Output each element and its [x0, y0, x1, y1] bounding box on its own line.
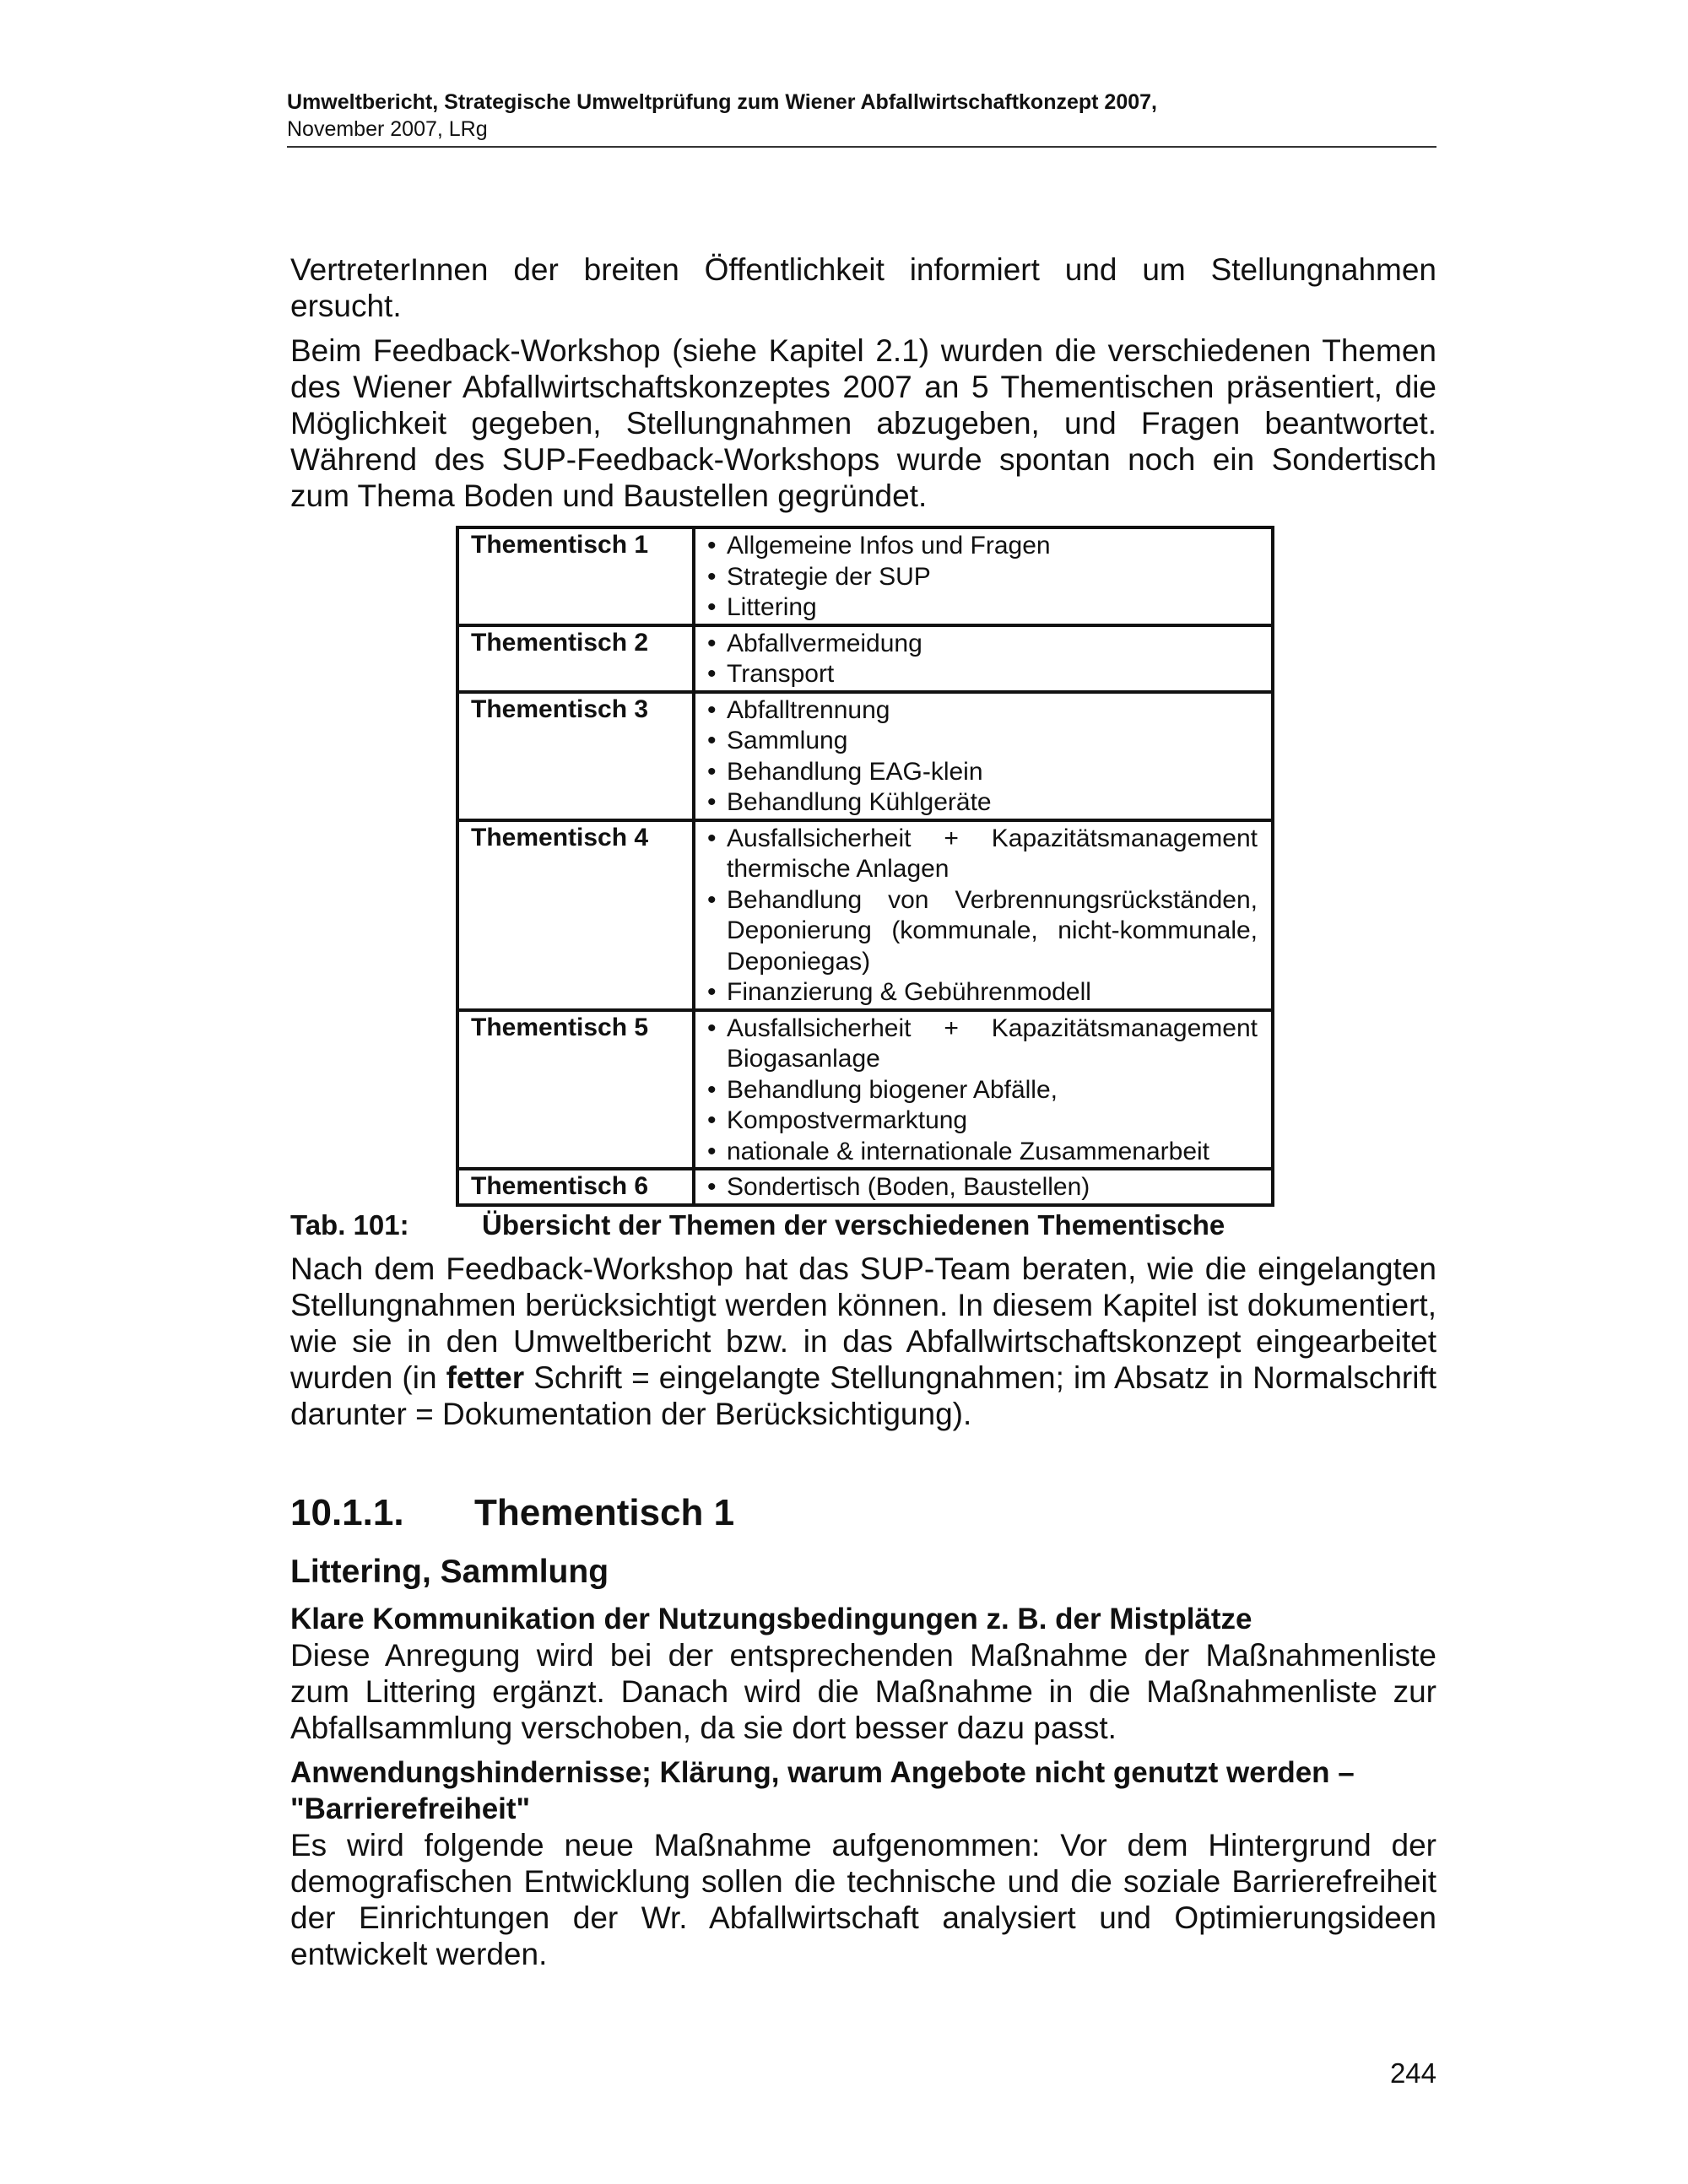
table-row — [457, 820, 1273, 1010]
feedback-text-1: Nach dem Feedback-Workshop hat das SUP-Team beraten, wie die eingelangten Stellungnahmen berücksichtigt werden können. In diesem Kapitel ist dokumentiert, wie sie in den Umweltbericht bzw. in das Abfallwirtschaftskonzept eingearbeitet wurden (in — [290, 1251, 1436, 1395]
thementisch-name: Thementisch 6 — [457, 1169, 694, 1205]
thementisch-topics — [694, 692, 1273, 820]
header-title: Umweltbericht, Strategische Umweltprüfung zum Wiener Abfallwirtschaftkonzept 2007, — [287, 90, 1157, 114]
section-number: 10.1.1. — [290, 1491, 404, 1533]
topic-item: • Sammlung — [707, 726, 1258, 757]
section-heading — [290, 1491, 1436, 1535]
topic-list — [707, 629, 1258, 690]
statement-1-text: Diese Anregung wird bei der entsprechenden Maßnahme der Maßnahmenliste zum Littering ergänzt. Danach wird die Maßnahme in die Maßnahmenliste zur Abfallsammlung verschoben, da sie dort besser dazu passt. — [290, 1637, 1436, 1745]
topic-item: • Ausfallsicherheit + Kapazitätsmanagement Biogasanlage — [707, 1014, 1258, 1075]
section-title: Thementisch 1 — [474, 1491, 735, 1533]
topic-item: • Transport — [707, 659, 1258, 690]
topic-item: • Abfallvermeidung — [707, 629, 1258, 660]
topic-item: • Allgemeine Infos und Fragen — [707, 531, 1258, 562]
intro-paragraph-line2: ersucht. — [290, 289, 402, 323]
table-caption — [290, 1208, 1436, 1242]
subsection-heading: Littering, Sammlung — [290, 1553, 609, 1590]
topic-list — [707, 1014, 1258, 1168]
topic-item: • Behandlung von Verbrennungsrückständen, Deponierung (kommunale, nicht-kommunale, Deponiegas) — [707, 885, 1258, 978]
topic-list — [707, 1172, 1258, 1203]
table-row — [457, 625, 1273, 692]
thementisch-name: Thementisch 5 — [457, 1010, 694, 1170]
topic-item: • nationale & internationale Zusammenarbeit — [707, 1137, 1258, 1168]
main-content — [290, 251, 1436, 1972]
table-row — [457, 527, 1273, 625]
statement-2-title: Anwendungshindernisse; Klärung, warum Angebote nicht genutzt werden – "Barrierefreiheit" — [290, 1755, 1355, 1825]
topic-list — [707, 531, 1258, 624]
table-caption-text: Übersicht der Themen der verschiedenen Thementische — [482, 1208, 1225, 1241]
thementisch-topics — [694, 1010, 1273, 1170]
table-row — [457, 1169, 1273, 1205]
topic-list — [707, 695, 1258, 819]
topic-list — [707, 824, 1258, 1008]
workshop-paragraph: Beim Feedback-Workshop (siehe Kapitel 2.1) wurden die verschiedenen Themen des Wiener Abfallwirtschaftskonzeptes 2007 an 5 Thementischen präsentiert, die Möglichkeit gegeben, Stellungnahmen abzugeben, und Fragen beantwortet. Während des SUP-Feedback-Workshops wurde spontan noch ein Sondertisch zum Thema Boden und Baustellen gegründet. — [290, 333, 1436, 513]
statement-2-text: Es wird folgende neue Maßnahme aufgenommen: Vor dem Hintergrund der demografischen Entwicklung sollen die technische und die soziale Barrierefreiheit der Einrichtungen der Wr. Abfallwirtschaft analysiert und Optimierungsideen entwickelt werden. — [290, 1827, 1436, 1971]
topic-item: • Behandlung EAG-klein — [707, 757, 1258, 788]
feedback-paragraph — [290, 1251, 1436, 1432]
table-row — [457, 692, 1273, 820]
topic-item: • Strategie der SUP — [707, 562, 1258, 593]
page-header — [287, 89, 1436, 148]
topic-item: • Abfalltrennung — [707, 695, 1258, 727]
intro-paragraph-line1: VertreterInnen der breiten Öffentlichkeit informiert und um Stellungnahmen — [290, 252, 1436, 287]
thementisch-name: Thementisch 3 — [457, 692, 694, 820]
topic-item: • Sondertisch (Boden, Baustellen) — [707, 1172, 1258, 1203]
statement-1-title: Klare Kommunikation der Nutzungsbedingungen z. B. der Mistplätze — [290, 1602, 1252, 1635]
thementisch-name: Thementisch 1 — [457, 527, 694, 625]
table-caption-label: Tab. 101: — [290, 1208, 409, 1241]
topic-item: • Finanzierung & Gebührenmodell — [707, 977, 1258, 1008]
page-number: 244 — [1389, 2057, 1436, 2089]
thementisch-topics — [694, 1169, 1273, 1205]
themes-table — [456, 526, 1274, 1207]
feedback-text-2: Schrift = eingelangte Stellungnahmen; im Absatz in Normalschrift darunter = Dokumentation der Berücksichtigung). — [290, 1360, 1436, 1431]
topic-item: • Ausfallsicherheit + Kapazitätsmanagement thermische Anlagen — [707, 824, 1258, 885]
thementisch-topics — [694, 527, 1273, 625]
thementisch-topics — [694, 625, 1273, 692]
table-row — [457, 1010, 1273, 1170]
header-date: November 2007, LRg — [287, 117, 488, 141]
topic-item: • Kompostvermarktung — [707, 1106, 1258, 1137]
thementisch-name: Thementisch 4 — [457, 820, 694, 1010]
topic-item: • Behandlung Kühlgeräte — [707, 787, 1258, 819]
thementisch-topics — [694, 820, 1273, 1010]
topic-item: • Behandlung biogener Abfälle, — [707, 1075, 1258, 1106]
feedback-bold-word: fetter — [446, 1360, 525, 1395]
topic-item: • Littering — [707, 592, 1258, 624]
thementisch-name: Thementisch 2 — [457, 625, 694, 692]
